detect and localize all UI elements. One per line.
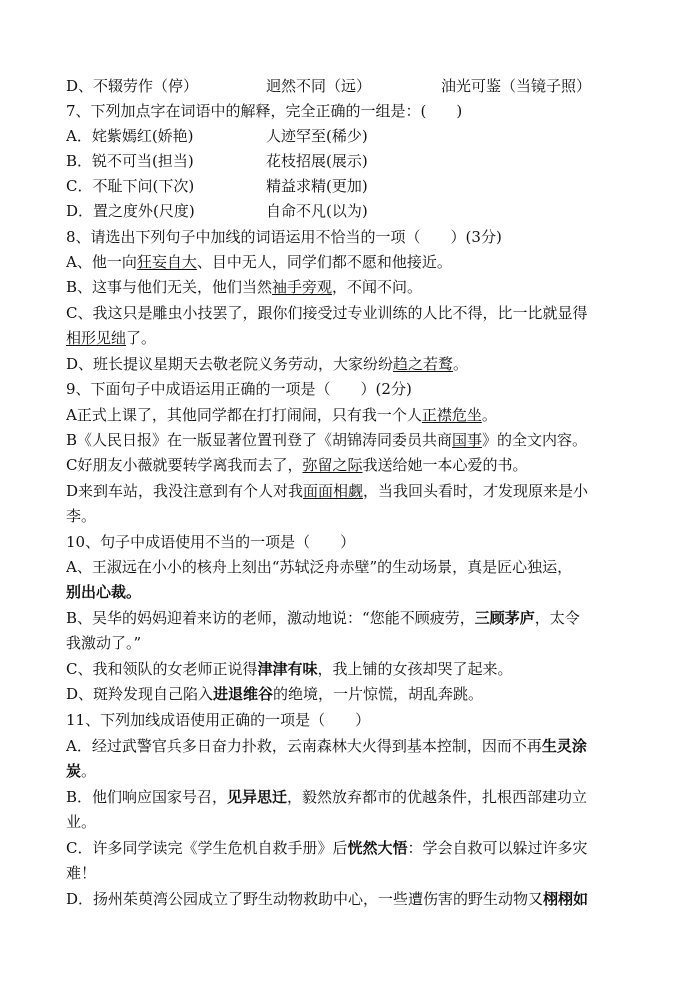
option-line [66,838,632,858]
option-line [66,455,632,475]
text: C、我和领队的女老师正说得 [66,660,258,678]
bold-phrase: 见异思迁 [227,788,288,806]
text: ，太令 [534,609,580,627]
text: 我送给她一本心爱的书。 [362,456,528,474]
option-line-cont [66,761,632,781]
text: ，不闻不问。 [332,278,423,296]
option-text: 迥然不同（远） [266,77,372,95]
text: B、吴华的妈妈迎着来访的老师，激动地说：“您能不顾疲劳， [66,609,475,627]
option-line: C、我这只是雕虫小技罢了，跟你们接受过专业训练的人比不得，比一比就显得 [66,304,588,322]
option-line [66,787,632,807]
option-text: C．不耻下问(下次) [66,177,195,195]
text: D来到车站，我没注意到有个人对我 [66,482,304,500]
option-text: 精益求精(更加) [266,177,368,195]
text: ，我上铺的女孩却哭了起来。 [317,660,513,678]
bold-phrase: 进退维谷 [213,685,274,703]
text: D．扬州茱萸湾公园成立了野生动物救助中心，一些遭伤害的野生动物又 [66,890,544,908]
option-line [66,151,632,171]
underlined-phrase: 正襟危坐 [421,406,482,424]
question-11: 11、下列加线成语使用正确的一项是（ ） [66,711,371,729]
option-line-cont: 难！ [66,864,97,882]
underlined-phrase: 趋之若鹜 [393,355,454,373]
option-line [66,889,632,909]
option-text: 油光可鉴（当镜子照） [441,77,592,95]
option-line [66,252,632,272]
text: D、班长提议星期天去敬老院义务劳动，大家纷纷 [66,355,394,373]
text: ，毅然放弃都市的优越条件，扎根西部建功立 [287,788,588,806]
text: A正式上课了，其他同学都在打打闹闹，只有我一个人 [66,406,422,424]
underlined-phrase: 狂妄自大 [136,253,197,271]
text: B．他们响应国家号召， [66,788,228,806]
option-line [66,126,632,146]
underlined-phrase: 面面相觑 [303,482,364,500]
text: A．经过武警官兵多日奋力扑救，云南森林大火得到基本控制，因而不再 [66,737,542,755]
underlined-phrase: 袖手旁观 [272,278,333,296]
text: 、目中无人，同学们都不愿和他接近。 [196,253,452,271]
option-line [66,201,632,221]
option-line-cont: 李。 [66,507,97,525]
bold-phrase: 炭 [66,762,82,780]
option-text: A．姹紫嫣红(娇艳) [66,127,194,145]
option-line-cont: 别出心裁。 [66,583,142,601]
text: 》的全文内容。 [482,431,588,449]
text: D、斑羚发现自己陷入 [66,685,214,703]
text: C好朋友小薇就要转学离我而去了， [66,456,303,474]
text: 。 [481,406,497,424]
bold-phrase: 生灵涂 [541,737,587,755]
text: ：学会自救可以躲过许多灾 [407,839,588,857]
option-line [66,430,632,450]
option-line [66,354,632,374]
text: 的绝境，一片惊慌，胡乱奔跳。 [273,685,484,703]
option-line-cont [66,328,632,348]
option-text: 人迹罕至(稀少) [266,127,368,145]
option-text: D．置之度外(尺度) [66,202,195,220]
text: 。 [81,762,97,780]
underlined-phrase: 国事 [452,431,483,449]
option-text: B．锐不可当(担当) [66,152,194,170]
option-line [66,608,632,628]
option-line [66,76,632,96]
bold-phrase: 津津有味 [257,660,318,678]
bold-phrase: 恍然大悟 [347,839,408,857]
bold-phrase: 栩栩如 [543,890,589,908]
text: C．许多同学读完《学生危机自救手册》后 [66,839,348,857]
question-8: 8、请选出下列句子中加线的词语运用不恰当的一项（ ）(3分) [66,228,502,246]
text: 了。 [126,329,157,347]
option-line [66,405,632,425]
underlined-phrase: 相形见绌 [66,329,127,347]
option-line [66,176,632,196]
text: B《人民日报》在一版显著位置刊登了《胡锦涛同委员共商 [66,431,453,449]
option-text: 自命不凡(以为) [266,202,368,220]
option-text: 花枝招展(展示) [266,152,368,170]
option-line [66,684,632,704]
question-10: 10、句子中成语使用不当的一项是（ ） [66,533,356,551]
text: 。 [453,355,469,373]
option-text: D、不辍劳作（停） [66,77,199,95]
option-line [66,659,632,679]
bold-phrase: 三顾茅庐 [474,609,535,627]
question-9: 9、下面句子中成语运用正确的一项是（ ）(2分) [66,380,412,398]
option-line: A、王淑远在小小的核舟上刻出“苏轼泛舟赤壁”的生动场景，真是匠心独运， [66,558,573,576]
option-line-cont: 业。 [66,813,97,831]
option-line-cont: 我激动了。” [66,634,142,652]
option-line [66,277,632,297]
underlined-phrase: 弥留之际 [302,456,363,474]
option-line [66,736,632,756]
text: ，当我回头看时，才发现原来是小 [363,482,589,500]
question-7: 7、下列加点字在词语中的解释，完全正确的一组是：( ) [66,102,463,120]
option-line [66,481,632,501]
text: B、这事与他们无关，他们当然 [66,278,273,296]
text: A、他一向 [66,253,137,271]
